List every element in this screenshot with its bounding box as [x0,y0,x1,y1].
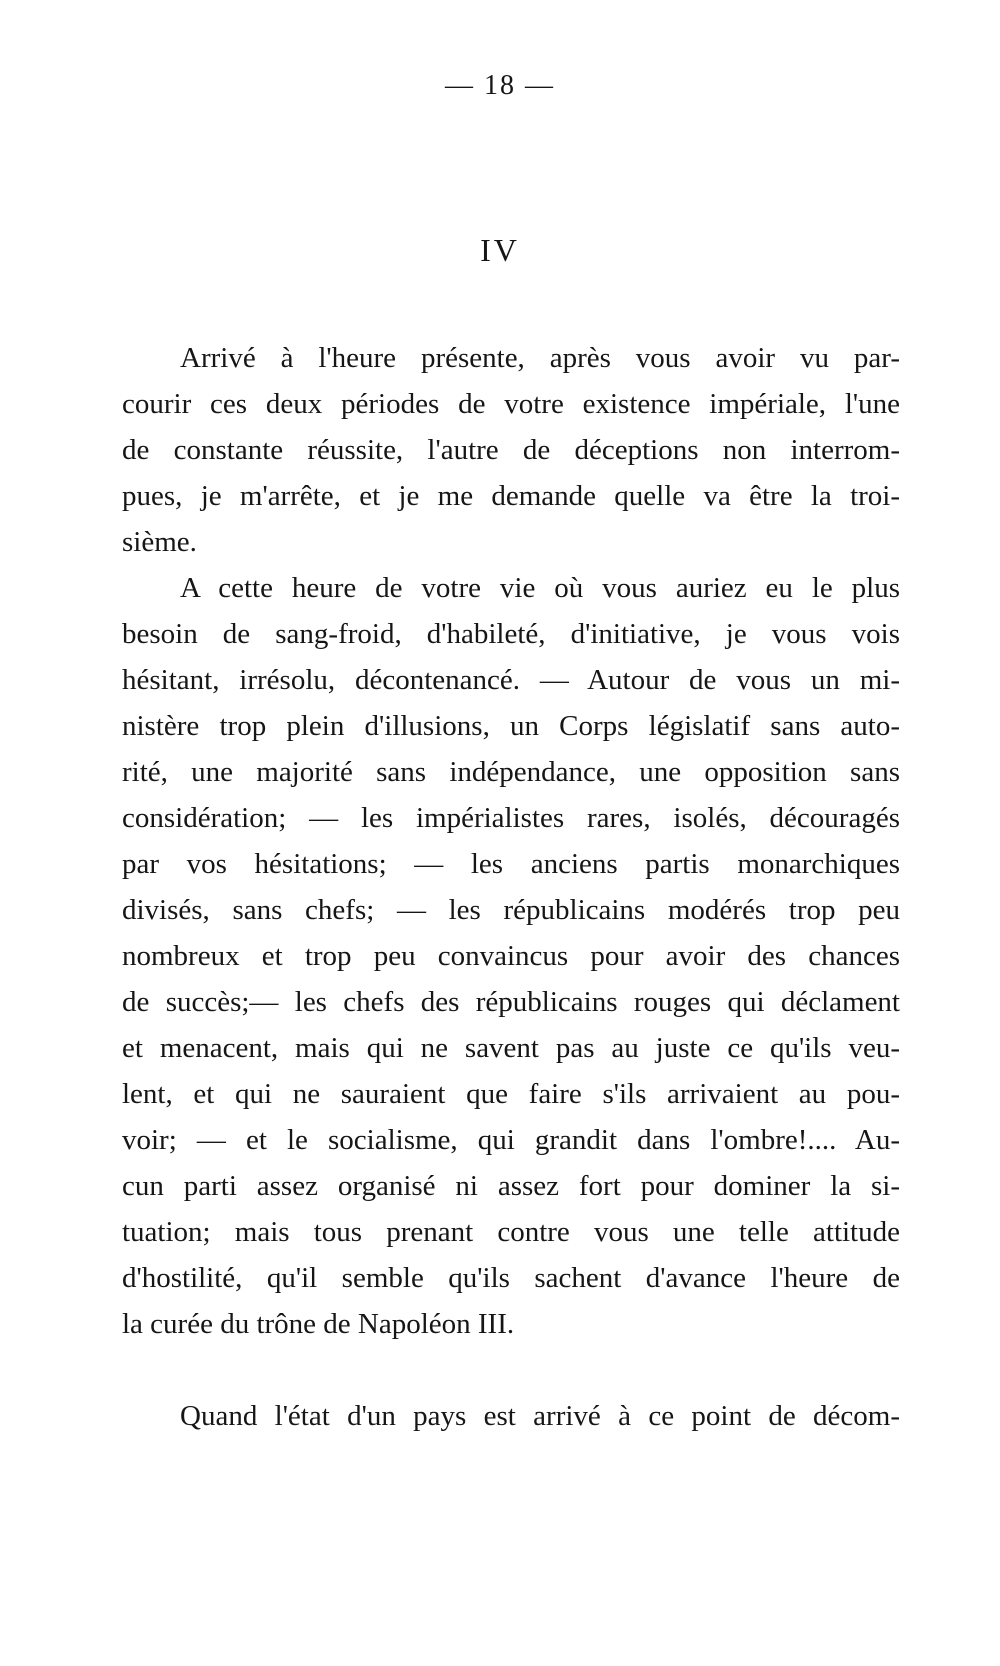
text-line: par vos hésitations; — les anciens partis monarchiques [122,848,900,880]
text-line: et menacent, mais qui ne savent pas au juste ce qu'ils veu- [122,1032,900,1064]
text-line: A cette heure de votre vie où vous auriez eu le plus [180,572,900,604]
text-line: Arrivé à l'heure présente, après vous avoir vu par- [180,342,900,374]
text-line: de succès;— les chefs des républicains rouges qui déclament [122,986,900,1018]
text-line: pues, je m'arrête, et je me demande quelle va être la troi- [122,480,900,512]
page-number: — 18 — [445,70,555,101]
chapter-heading: IV [480,232,520,268]
text-line: la curée du trône de Napoléon III. [122,1308,515,1340]
text-line: sième. [122,526,197,558]
text-line: considération; — les impérialistes rares, isolés, découragés [122,802,900,834]
text-line: rité, une majorité sans indépendance, une opposition sans [122,756,900,788]
text-line: lent, et qui ne sauraient que faire s'ils arrivaient au pou- [122,1078,900,1110]
text-line: divisés, sans chefs; — les républicains modérés trop peu [122,894,900,926]
text-line: cun parti assez organisé ni assez fort pour dominer la si- [122,1170,900,1202]
text-line: nistère trop plein d'illusions, un Corps législatif sans auto- [122,710,900,742]
text-line: nombreux et trop peu convaincus pour avoir des chances [122,940,900,972]
text-line: Quand l'état d'un pays est arrivé à ce point de décom- [180,1400,900,1432]
text-line: hésitant, irrésolu, décontenancé. — Autour de vous un mi- [122,664,900,696]
text-line: courir ces deux périodes de votre existence impériale, l'une [122,388,900,420]
text-line: besoin de sang-froid, d'habileté, d'initiative, je vous vois [122,618,900,650]
text-line: voir; — et le socialisme, qui grandit dans l'ombre!.... Au- [122,1124,900,1156]
text-line: tuation; mais tous prenant contre vous une telle attitude [122,1216,900,1248]
text-line: d'hostilité, qu'il semble qu'ils sachent d'avance l'heure de [122,1262,900,1294]
text-line: de constante réussite, l'autre de déceptions non interrom- [122,434,900,466]
